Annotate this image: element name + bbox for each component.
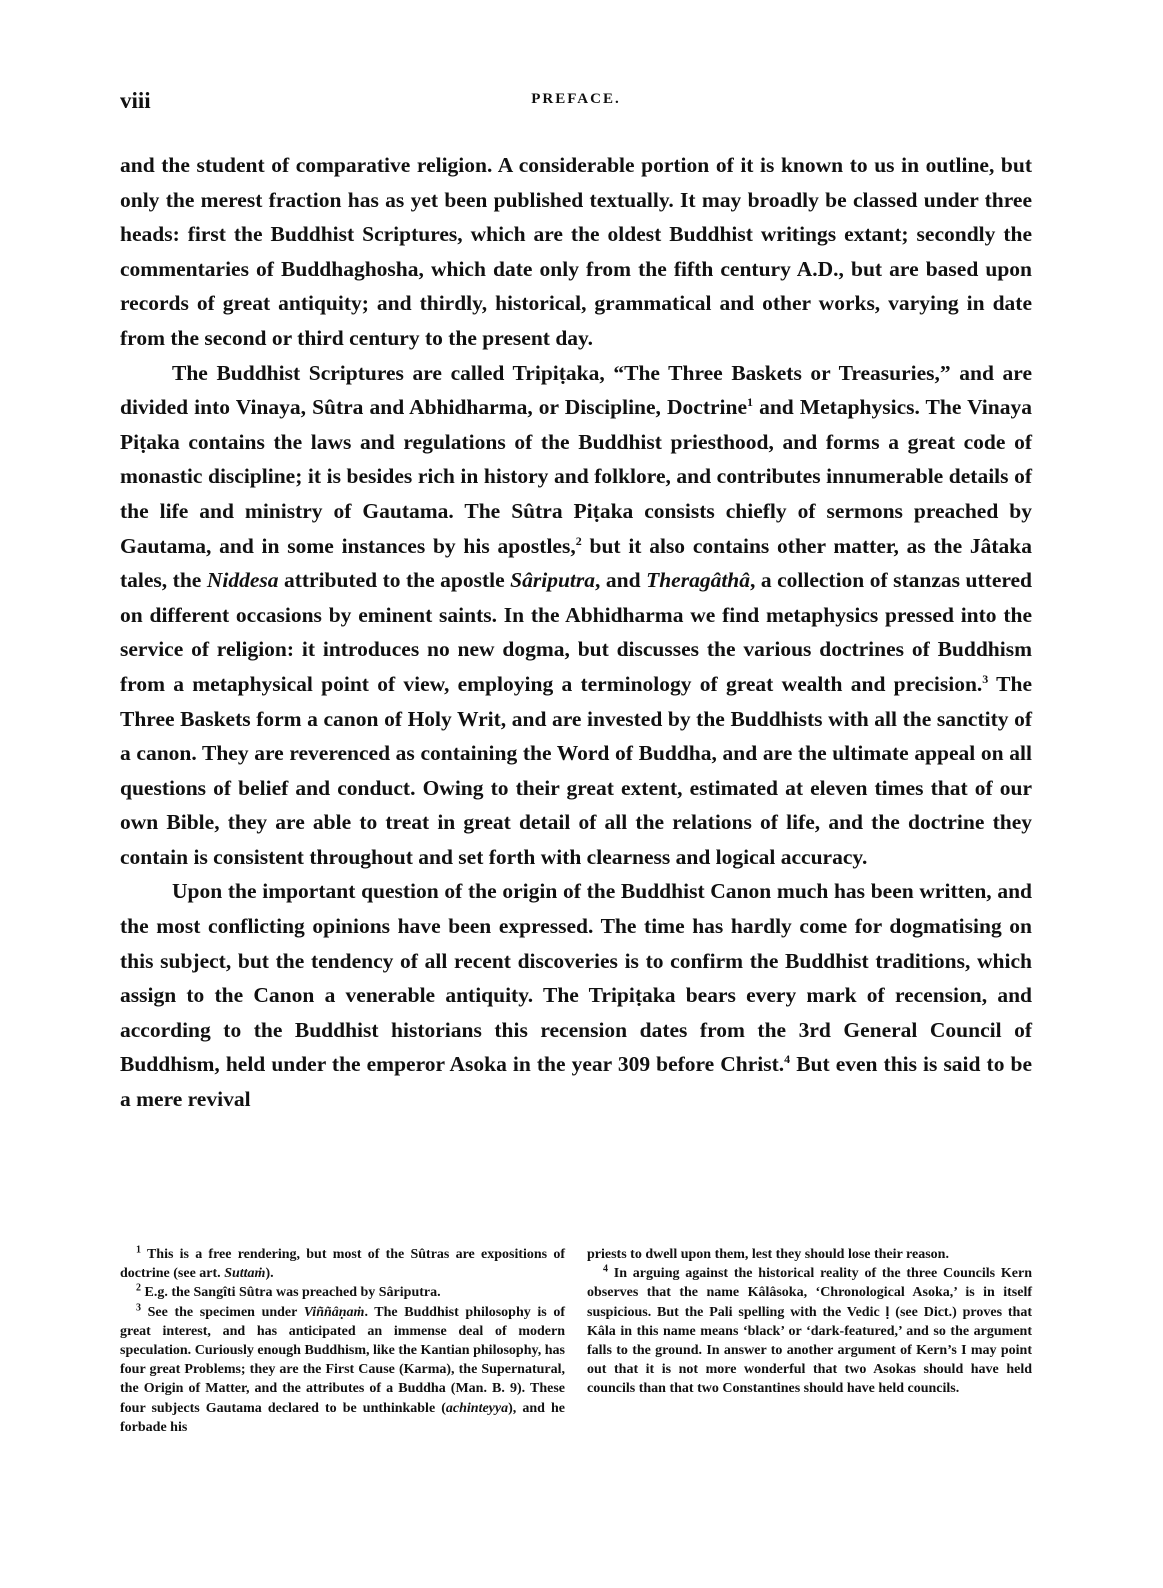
italic-theragatha: Theragâthâ — [646, 568, 750, 593]
paragraph-2-part-1: The Buddhist Scriptures are called Tripiṭaka, “The Three Baskets or Treasuries,” and are divided into Vinaya, Sûtra and Abhidharma, or Discipline, Doctrine — [120, 360, 1032, 420]
page-header — [120, 88, 1032, 118]
footnote-1-text: This is a free rendering, but most of the Sûtras are expositions of doctrine (see art. — [120, 1247, 565, 1282]
footnote-ref-1: 1 — [747, 395, 754, 409]
footnote-2-mark: 2 — [136, 1282, 141, 1294]
footnote-4-mark: 4 — [603, 1263, 608, 1275]
footnote-3-text-end: ), and he forbade his — [120, 1400, 566, 1435]
footnote-3-continued: priests to dwell upon them, lest they should lose their reason. — [587, 1247, 949, 1262]
paragraph-2-part-4: attributed to the apostle — [278, 568, 511, 593]
footnote-3-mark: 3 — [136, 1301, 141, 1313]
body-text — [120, 148, 1032, 1117]
footnote-1-italic: Suttaṁ — [224, 1266, 266, 1282]
footnote-1-text-end: ). — [265, 1266, 274, 1282]
footnote-4 — [587, 1264, 1032, 1398]
paragraph-2-part-2: and Metaphysics. The Vinaya Piṭaka contains the laws and regulations of the Buddhist priesthood, and forms a great code of monastic discipline; it is besides rich in history and folklore, and contributes innumerable details of the life and ministry of Gautama. The Sûtra Piṭaka consists chiefly of sermons preached by Gautama, and in some instances by his apostles, — [120, 395, 1032, 558]
paragraph-3-part-2: But even this is said to be a mere revival — [120, 1052, 1032, 1112]
paragraph-2-part-3: but it also contains other matter, as the Jâtaka tales, the — [120, 533, 1033, 593]
footnote-3-text: See the specimen under — [141, 1304, 304, 1320]
footnotes — [120, 1245, 1032, 1437]
paragraph-3-part-1: Upon the important question of the origin of the Buddhist Canon much has been written, and the most conflicting opinions have been expressed. The time has hardly come for dogmatising on this subject, but the tendency of all recent discoveries is to confirm the Buddhist traditions, which assign to the Canon a venerable antiquity. The Tripiṭaka bears every mark of recension, and according to the Buddhist historians this recension dates from the 3rd General Council of Buddhism, held under the emperor Asoka in the year 309 before Christ. — [120, 879, 1032, 1077]
page-number: viii — [120, 88, 151, 113]
footnote-1 — [120, 1245, 565, 1283]
footnote-1-mark: 1 — [136, 1244, 141, 1256]
footnote-ref-4: 4 — [784, 1052, 791, 1067]
footnote-2-text: E.g. the Sangîti Sûtra was preached by Sâriputra. — [141, 1285, 441, 1301]
paragraph-1: and the student of comparative religion. A considerable portion of it is known to us in outline, but only the merest fraction has as yet been published textually. It may broadly be classed under three heads: first the Buddhist Scriptures, which are the oldest Buddhist writings extant; secondly the commentaries of Buddhaghosha, which date only from the fifth century A.D., but are based upon records of great antiquity; and thirdly, historical, grammatical and other works, varying in date from the second or third century to the present day. — [120, 153, 1032, 350]
footnote-ref-3: 3 — [982, 671, 989, 686]
footnote-3 — [120, 1303, 565, 1437]
footnotes-right-column — [587, 1245, 1032, 1437]
paragraph-2-part-7: The Three Baskets form a canon of Holy Writ, and are invested by the Buddhists with all the sanctity of a canon. They are reverenced as containing the Word of Buddha, and are the ultimate appeal on all questions of belief and conduct. Owing to their great extent, estimated at eleven times that of our own Bible, they are able to treat in great detail of all the relations of life, and the doctrine they contain is consistent throughout and set forth with clearness and logical accuracy. — [120, 671, 1032, 869]
paragraph-2 — [120, 356, 1032, 875]
paragraph-2-part-6: , a collection of stanzas uttered on different occasions by eminent saints. In the Abhidharma we find metaphysics pressed into the service of religion: it introduces no new dogma, but discusses the various doctrines of Buddhism from a metaphysical point of view, employing a terminology of great wealth and precision. — [120, 568, 1033, 696]
running-title: PREFACE. — [531, 91, 621, 107]
footnotes-left-column — [120, 1245, 565, 1437]
footnote-3-italic-2: achinteyya — [445, 1400, 509, 1416]
footnote-2 — [120, 1283, 565, 1302]
footnote-3-text-mid: . The Buddhist philosophy is of great interest, and has anticipated an immense deal of modern speculation. Curiously enough Buddhism, like the Kantian philosophy, has four great Problems; they are the First Cause (Karma), the Supernatural, the Origin of Matter, and the attributes of a Buddha (Man. B. 9). These four subjects Gautama declared to be unthinkable ( — [120, 1304, 565, 1416]
italic-niddesa: Niddesa — [206, 568, 279, 593]
paragraph-2-part-5: , and — [595, 568, 647, 593]
paragraph-3 — [120, 874, 1032, 1116]
footnote-4-text: In arguing against the historical reality of the three Councils Kern observes that the name Kâlâsoka, ‘Chronological Asoka,’ is in itself suspicious. But the Pali spelling with the Vedic ḷ (see Dict.) proves that Kâla in this name means ‘black’ or ‘dark-featured,’ and so the argument falls to the ground. In answer to another argument of Kern’s I may point out that it is not more wonderful that two Asokas should have held councils than that two Constantines should have held councils. — [587, 1266, 1032, 1397]
footnote-ref-2: 2 — [575, 533, 582, 548]
italic-sariputra: Sâriputra — [510, 568, 596, 593]
footnote-3-italic-1: Viññâṇaṁ — [303, 1304, 365, 1320]
